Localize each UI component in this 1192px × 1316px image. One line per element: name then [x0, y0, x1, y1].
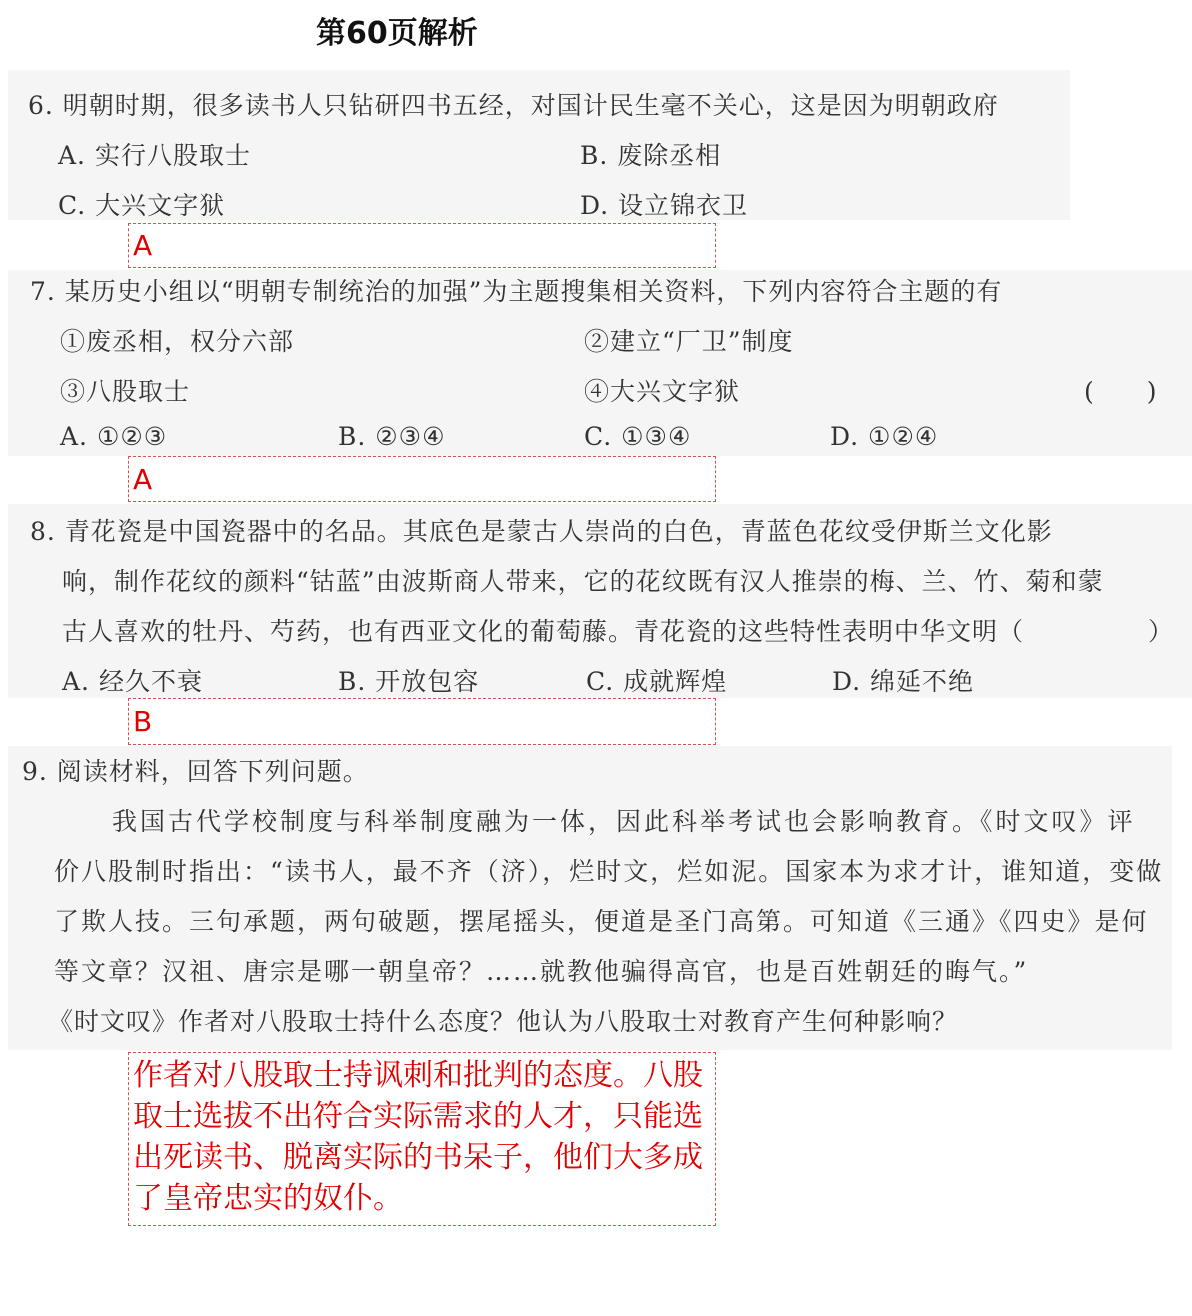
- question-9-material-line-3: 了欺人技。三句承题，两句破题，摆尾摇头，便道是圣门高第。可知道《三通》《四史》是何: [54, 907, 1149, 936]
- question-8-line-3: 古人喜欢的牡丹、芍药，也有西亚文化的葡萄藤。青花瓷的这些特性表明中华文明（: [62, 617, 1025, 646]
- question-6-option-b: B. 废除丞相: [580, 141, 722, 170]
- question-7-answer: A: [128, 456, 716, 502]
- question-7-stem: 7. 某历史小组以“明朝专制统治的加强”为主题搜集相关资料，下列内容符合主题的有: [30, 277, 1003, 306]
- question-8-answer: B: [128, 698, 716, 745]
- question-9-answer: 作者对八股取士持讽刺和批判的态度。八股取士选拔不出符合实际需求的人才，只能选出死读书、脱离实际的书呆子，他们大多成了皇帝忠实的奴仆。: [128, 1052, 716, 1226]
- question-7-option-b: B. ②③④: [338, 422, 446, 451]
- question-7-option-c: C. ①③④: [584, 422, 692, 451]
- question-7-item-2: ②建立“厂卫”制度: [584, 327, 794, 356]
- question-6-stem: 6. 明朝时期，很多读书人只钻研四书五经，对国计民生毫不关心，这是因为明朝政府: [28, 91, 999, 120]
- question-9-block: [8, 746, 1172, 1050]
- question-7-item-4: ④大兴文字狱: [584, 377, 741, 406]
- question-8-option-d: D. 绵延不绝: [832, 667, 975, 696]
- question-8-paren-close: ）: [1148, 617, 1175, 646]
- question-8-block: [8, 504, 1192, 698]
- question-8-option-c: C. 成就辉煌: [586, 667, 728, 696]
- question-7-item-3: ③八股取士: [60, 377, 191, 406]
- question-8-option-b: B. 开放包容: [338, 667, 480, 696]
- question-6-option-a: A. 实行八股取士: [58, 141, 251, 170]
- question-7-option-d: D. ①②④: [830, 422, 939, 451]
- question-8-line-1: 8. 青花瓷是中国瓷器中的名品。其底色是蒙古人崇尚的白色，青蓝色花纹受伊斯兰文化影: [30, 517, 1053, 546]
- question-9-material-line-4: 等文章？汉祖、唐宗是哪一朝皇帝？……就教他骗得高官，也是百姓朝廷的晦气。”: [54, 957, 1029, 986]
- page-title: 第60页解析: [316, 16, 478, 51]
- question-9-question: 《时文叹》作者对八股取士持什么态度？他认为八股取士对教育产生何种影响？: [48, 1007, 959, 1036]
- question-9-material-line-2: 价八股制时指出：“读书人，最不齐（济），烂时文，烂如泥。国家本为求才计，谁知道，变做: [54, 857, 1164, 886]
- question-7-option-a: A. ①②③: [60, 422, 168, 451]
- question-7-answer-paren: ( ): [1084, 377, 1158, 406]
- question-8-line-2: 响，制作花纹的颜料“钴蓝”由波斯商人带来，它的花纹既有汉人推崇的梅、兰、竹、菊和蒙: [62, 567, 1104, 596]
- question-6-block: [8, 70, 1070, 220]
- question-8-option-a: A. 经久不衰: [62, 667, 203, 696]
- question-6-option-d: D. 设立锦衣卫: [580, 191, 749, 220]
- question-6-option-c: C. 大兴文字狱: [58, 191, 226, 220]
- question-9-material-line-1: 我国古代学校制度与科举制度融为一体，因此科举考试也会影响教育。《时文叹》评: [112, 807, 1136, 836]
- question-9-stem: 9. 阅读材料，回答下列问题。: [22, 757, 369, 786]
- question-6-answer: A: [128, 223, 716, 268]
- question-7-item-1: ①废丞相，权分六部: [60, 327, 295, 356]
- question-7-block: [8, 270, 1192, 456]
